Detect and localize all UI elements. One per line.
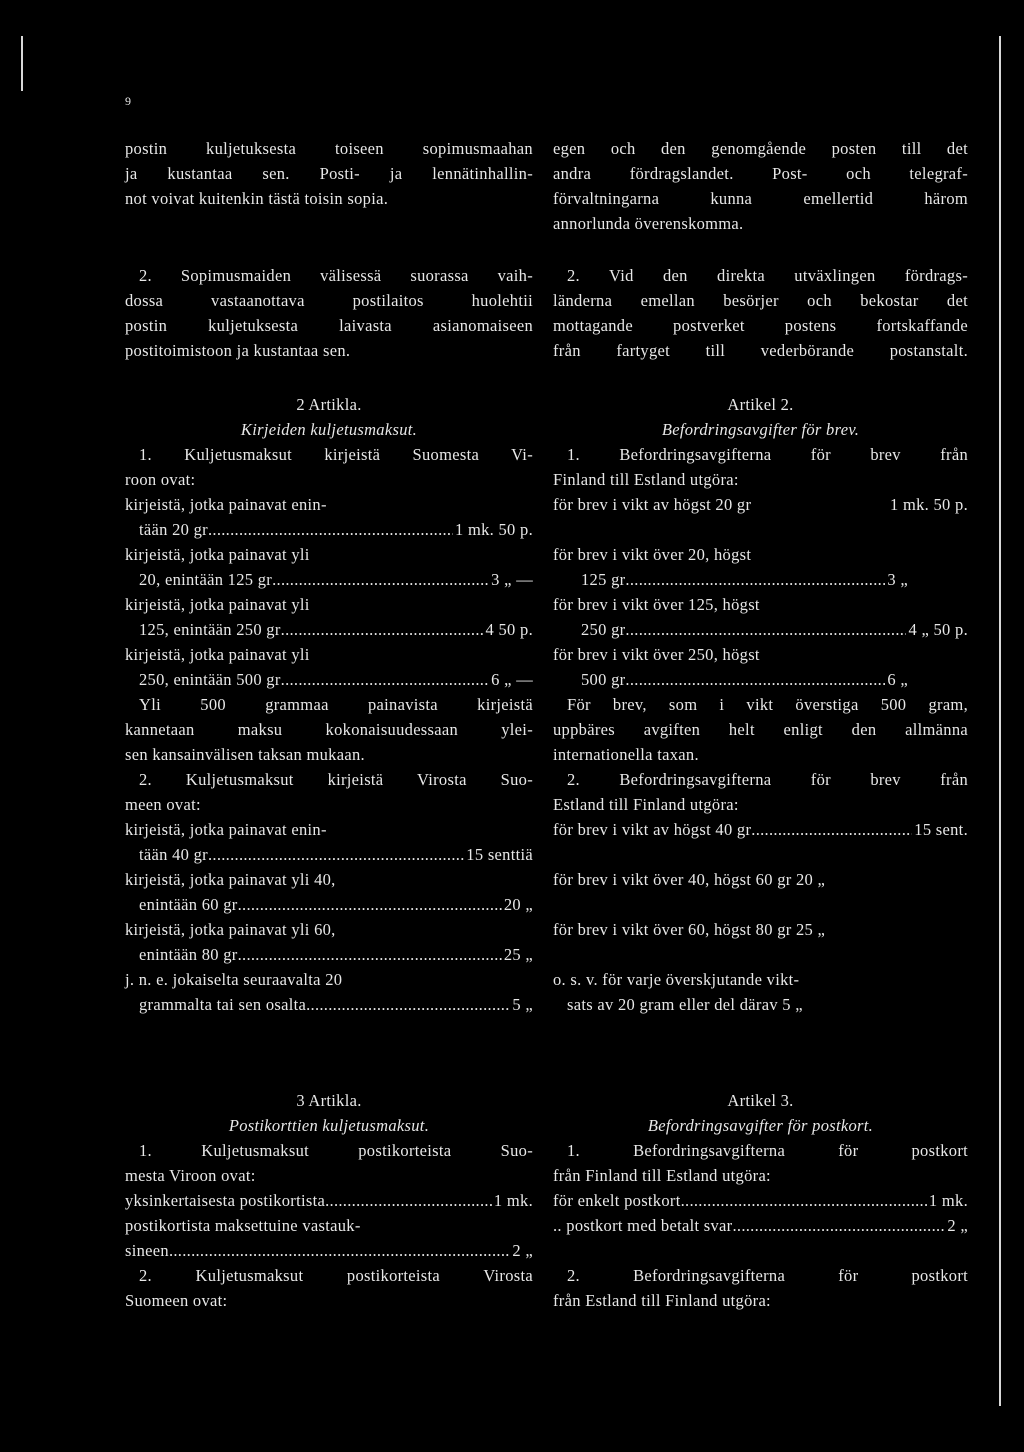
text-line: kirjeistä, jotka painavat enin- xyxy=(125,820,327,839)
text-line: o. s. v. för varje överskjutande vikt- xyxy=(553,970,800,989)
fi-intro xyxy=(125,136,533,211)
rate-row: .. postkort med betalt svar ..... 2 „ xyxy=(553,1213,968,1238)
text-line: för brev i vikt över 40, högst 60 gr 20 „ xyxy=(553,870,826,889)
rate-row: enintään 80 gr ..... 25 „ xyxy=(125,942,533,967)
text-line: andra fördragslandet. Post- och telegraf- xyxy=(553,164,968,183)
text-line: postikortista maksettuine vastauk- xyxy=(125,1216,361,1235)
text-line: för brev i vikt över 60, högst 80 gr 25 „ xyxy=(553,920,826,939)
rate-row: enintään 60 gr ..... 20 „ xyxy=(125,892,533,917)
article-subtitle: Postikorttien kuljetusmaksut. xyxy=(228,1116,430,1135)
text-line: kirjeistä, jotka painavat yli xyxy=(125,545,310,564)
fi-article-2 xyxy=(125,392,533,1017)
text-line: kannetaan maksu kokonaisuudessaan ylei- xyxy=(125,720,533,739)
rate-row: 125, enintään 250 gr ..... 4 50 p. xyxy=(125,617,533,642)
spacer xyxy=(553,517,968,542)
text-line: 2. Kuljetusmaksut kirjeistä Virosta Suo- xyxy=(139,770,533,789)
text-line: Suomeen ovat: xyxy=(125,1291,228,1310)
scan-edge-left xyxy=(21,36,23,91)
scan-edge-right xyxy=(999,36,1001,1406)
sv-paragraph-2 xyxy=(553,263,968,363)
rate-row: 250, enintään 500 gr ..... 6 „ — xyxy=(125,667,533,692)
text-line: för brev i vikt över 125, högst xyxy=(553,595,760,614)
text-line: annorlunda överenskomma. xyxy=(553,214,744,233)
text-line: ja kustantaa sen. Posti- ja lennätinhallin- xyxy=(125,164,533,183)
text-line: uppbäres avgiften helt enligt den allmänna xyxy=(553,720,968,739)
rate-row: grammalta tai sen osalta ..... 5 „ xyxy=(125,992,533,1017)
text-line: från fartyget till vederbörande postanstalt. xyxy=(553,341,968,360)
text-line: dossa vastaanottava postilaitos huolehtii xyxy=(125,291,533,310)
spacer xyxy=(553,892,968,917)
text-line: roon ovat: xyxy=(125,470,196,489)
text-line: 1. Befordringsavgifterna för postkort xyxy=(567,1141,968,1160)
text-line: 1. Kuljetusmaksut kirjeistä Suomesta Vi- xyxy=(139,445,533,464)
text-line: kirjeistä, jotka painavat yli xyxy=(125,645,310,664)
rate-row: tään 40 gr ..... 15 senttiä xyxy=(125,842,533,867)
text-line: 2. Kuljetusmaksut postikorteista Virosta xyxy=(139,1266,533,1285)
article-title: Artikel 2. xyxy=(727,395,794,414)
rate-row: för enkelt postkort ..... 1 mk. xyxy=(553,1188,968,1213)
fi-paragraph-2 xyxy=(125,263,533,363)
article-title: 2 Artikla. xyxy=(296,395,362,414)
text-line: Yli 500 grammaa painavista kirjeistä xyxy=(139,695,533,714)
article-subtitle: Befordringsavgifter för brev. xyxy=(661,420,860,439)
article-subtitle: Befordringsavgifter för postkort. xyxy=(647,1116,874,1135)
text-line: mottagande postverket postens fortskaffande xyxy=(553,316,968,335)
text-line: 2. Sopimusmaiden välisessä suorassa vaih- xyxy=(139,266,533,285)
text-line: 2. Befordringsavgifterna för brev från xyxy=(567,770,968,789)
text-line: Finland till Estland utgöra: xyxy=(553,470,739,489)
text-line: för brev i vikt över 250, högst xyxy=(553,645,760,664)
sv-article-3 xyxy=(553,1088,968,1313)
text-line: sen kansainvälisen taksan mukaan. xyxy=(125,745,365,764)
text-line: 1. Befordringsavgifterna för brev från xyxy=(567,445,968,464)
text-line: egen och den genomgående posten till det xyxy=(553,139,968,158)
rate-row: 125 gr ..... 3 „ xyxy=(553,567,968,592)
article-subtitle: Kirjeiden kuljetusmaksut. xyxy=(240,420,418,439)
rate-row: 500 gr ..... 6 „ xyxy=(553,667,968,692)
article-title: Artikel 3. xyxy=(727,1091,794,1110)
rate-row: sineen ..... 2 „ xyxy=(125,1238,533,1263)
text-line: j. n. e. jokaiselta seuraavalta 20 xyxy=(125,970,343,989)
text-line: kirjeistä, jotka painavat yli xyxy=(125,595,310,614)
fi-article-3 xyxy=(125,1088,533,1313)
text-line: not voivat kuitenkin tästä toisin sopia. xyxy=(125,189,389,208)
text-line: 2. Befordringsavgifterna för postkort xyxy=(567,1266,968,1285)
text-line: från Finland till Estland utgöra: xyxy=(553,1166,771,1185)
text-line: meen ovat: xyxy=(125,795,201,814)
rate-row: för brev i vikt av högst 40 gr ..... 15 sent. xyxy=(553,817,968,842)
text-line: postitoimistoon ja kustantaa sen. xyxy=(125,341,351,360)
text-line: Estland till Finland utgöra: xyxy=(553,795,739,814)
text-line: kirjeistä, jotka painavat yli 40, xyxy=(125,870,336,889)
spacer xyxy=(553,1238,968,1263)
sv-article-2 xyxy=(553,392,968,1017)
text-line: kirjeistä, jotka painavat enin- xyxy=(125,495,327,514)
text-line: 2. Vid den direkta utväxlingen fördrags- xyxy=(567,266,968,285)
text-line: sats av 20 gram eller del därav 5 „ xyxy=(567,995,803,1014)
rate-row: 20, enintään 125 gr ..... 3 „ — xyxy=(125,567,533,592)
text-line: mesta Viroon ovat: xyxy=(125,1166,256,1185)
text-line: för brev i vikt över 20, högst xyxy=(553,545,752,564)
spacer xyxy=(553,942,968,967)
rate-row: 250 gr ..... 4 „ 50 p. xyxy=(553,617,968,642)
spacer xyxy=(553,842,968,867)
text-line: För brev, som i vikt överstiga 500 gram, xyxy=(567,695,968,714)
text-line: internationella taxan. xyxy=(553,745,699,764)
rate-row: tään 20 gr ..... 1 mk. 50 p. xyxy=(125,517,533,542)
text-line: förvaltningarna kunna emellertid härom xyxy=(553,189,968,208)
rate-row: för brev i vikt av högst 20 gr 1 mk. 50 p. xyxy=(553,495,968,514)
sv-intro xyxy=(553,136,968,236)
text-line: 1. Kuljetusmaksut postikorteista Suo- xyxy=(139,1141,533,1160)
text-line: från Estland till Finland utgöra: xyxy=(553,1291,771,1310)
text-line: postin kuljetuksesta toiseen sopimusmaahan xyxy=(125,139,533,158)
article-title: 3 Artikla. xyxy=(296,1091,362,1110)
rate-row: yksinkertaisesta postikortista ..... 1 mk. xyxy=(125,1188,533,1213)
text-line: postin kuljetuksesta laivasta asianomaiseen xyxy=(125,316,533,335)
text-line: kirjeistä, jotka painavat yli 60, xyxy=(125,920,336,939)
page-number: 9 xyxy=(125,94,132,108)
text-line: länderna emellan besörjer och bekostar det xyxy=(553,291,968,310)
